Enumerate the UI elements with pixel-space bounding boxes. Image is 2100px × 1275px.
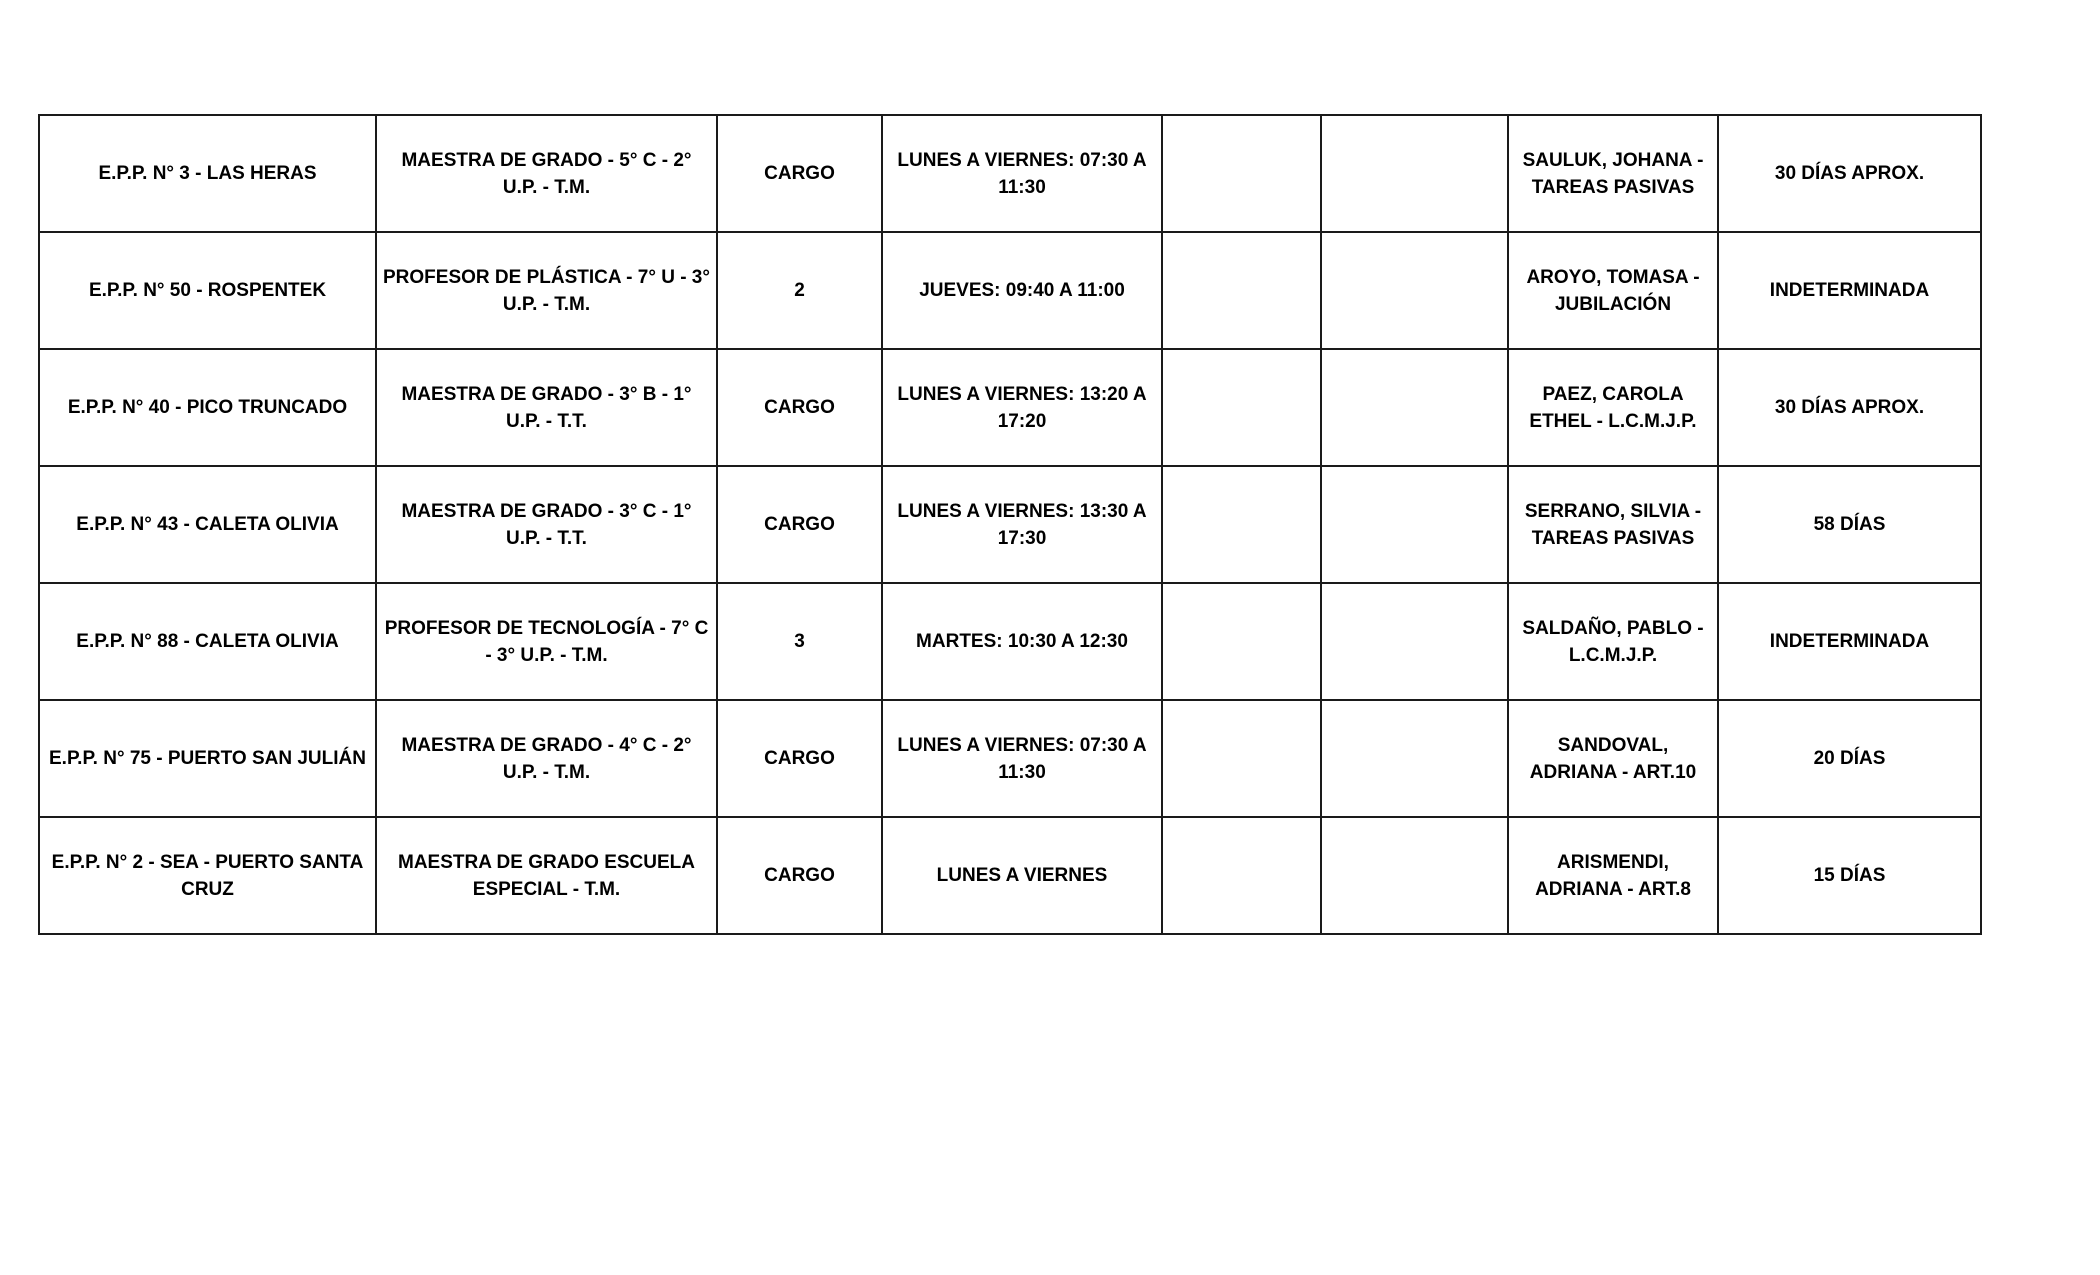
schedule-cell: MARTES: 10:30 A 12:30 — [882, 583, 1162, 700]
position-cell: PROFESOR DE TECNOLOGÍA - 7° C - 3° U.P. - T.M. — [376, 583, 717, 700]
empty-cell — [1321, 817, 1508, 934]
empty-cell — [1162, 466, 1321, 583]
schedule-cell: LUNES A VIERNES: 07:30 A 11:30 — [882, 115, 1162, 232]
position-cell: PROFESOR DE PLÁSTICA - 7° U - 3° U.P. - T.M. — [376, 232, 717, 349]
duration-cell: 20 DÍAS — [1718, 700, 1981, 817]
position-cell: MAESTRA DE GRADO - 3° C - 1° U.P. - T.T. — [376, 466, 717, 583]
holder-cell: ARISMENDI, ADRIANA - ART.8 — [1508, 817, 1718, 934]
duration-cell: 30 DÍAS APROX. — [1718, 349, 1981, 466]
empty-cell — [1162, 817, 1321, 934]
table-row — [39, 466, 1981, 583]
empty-cell — [1162, 700, 1321, 817]
duration-cell: 58 DÍAS — [1718, 466, 1981, 583]
schedule-cell: LUNES A VIERNES: 13:30 A 17:30 — [882, 466, 1162, 583]
holder-cell: AROYO, TOMASA - JUBILACIÓN — [1508, 232, 1718, 349]
duration-cell: 30 DÍAS APROX. — [1718, 115, 1981, 232]
table-row — [39, 232, 1981, 349]
vacancy-table — [38, 114, 1982, 935]
schedule-cell: JUEVES: 09:40 A 11:00 — [882, 232, 1162, 349]
load-cell: 2 — [717, 232, 882, 349]
school-cell: E.P.P. N° 50 - ROSPENTEK — [39, 232, 376, 349]
empty-cell — [1321, 466, 1508, 583]
position-cell: MAESTRA DE GRADO ESCUELA ESPECIAL - T.M. — [376, 817, 717, 934]
duration-cell: INDETERMINADA — [1718, 583, 1981, 700]
schedule-cell: LUNES A VIERNES: 13:20 A 17:20 — [882, 349, 1162, 466]
empty-cell — [1162, 349, 1321, 466]
schedule-cell: LUNES A VIERNES: 07:30 A 11:30 — [882, 700, 1162, 817]
load-cell: CARGO — [717, 115, 882, 232]
duration-cell: 15 DÍAS — [1718, 817, 1981, 934]
position-cell: MAESTRA DE GRADO - 5° C - 2° U.P. - T.M. — [376, 115, 717, 232]
holder-cell: SANDOVAL, ADRIANA - ART.10 — [1508, 700, 1718, 817]
empty-cell — [1321, 349, 1508, 466]
school-cell: E.P.P. N° 88 - CALETA OLIVIA — [39, 583, 376, 700]
school-cell: E.P.P. N° 43 - CALETA OLIVIA — [39, 466, 376, 583]
load-cell: CARGO — [717, 817, 882, 934]
load-cell: CARGO — [717, 349, 882, 466]
load-cell: CARGO — [717, 700, 882, 817]
holder-cell: PAEZ, CAROLA ETHEL - L.C.M.J.P. — [1508, 349, 1718, 466]
school-cell: E.P.P. N° 40 - PICO TRUNCADO — [39, 349, 376, 466]
load-cell: CARGO — [717, 466, 882, 583]
table-row — [39, 700, 1981, 817]
school-cell: E.P.P. N° 3 - LAS HERAS — [39, 115, 376, 232]
holder-cell: SERRANO, SILVIA - TAREAS PASIVAS — [1508, 466, 1718, 583]
position-cell: MAESTRA DE GRADO - 4° C - 2° U.P. - T.M. — [376, 700, 717, 817]
empty-cell — [1321, 115, 1508, 232]
table-row — [39, 583, 1981, 700]
empty-cell — [1321, 583, 1508, 700]
holder-cell: SALDAÑO, PABLO - L.C.M.J.P. — [1508, 583, 1718, 700]
empty-cell — [1321, 232, 1508, 349]
schedule-cell: LUNES A VIERNES — [882, 817, 1162, 934]
load-cell: 3 — [717, 583, 882, 700]
position-cell: MAESTRA DE GRADO - 3° B - 1° U.P. - T.T. — [376, 349, 717, 466]
table-row — [39, 115, 1981, 232]
table-row — [39, 817, 1981, 934]
holder-cell: SAULUK, JOHANA - TAREAS PASIVAS — [1508, 115, 1718, 232]
school-cell: E.P.P. N° 75 - PUERTO SAN JULIÁN — [39, 700, 376, 817]
empty-cell — [1321, 700, 1508, 817]
empty-cell — [1162, 115, 1321, 232]
school-cell: E.P.P. N° 2 - SEA - PUERTO SANTA CRUZ — [39, 817, 376, 934]
duration-cell: INDETERMINADA — [1718, 232, 1981, 349]
empty-cell — [1162, 583, 1321, 700]
empty-cell — [1162, 232, 1321, 349]
table-row — [39, 349, 1981, 466]
